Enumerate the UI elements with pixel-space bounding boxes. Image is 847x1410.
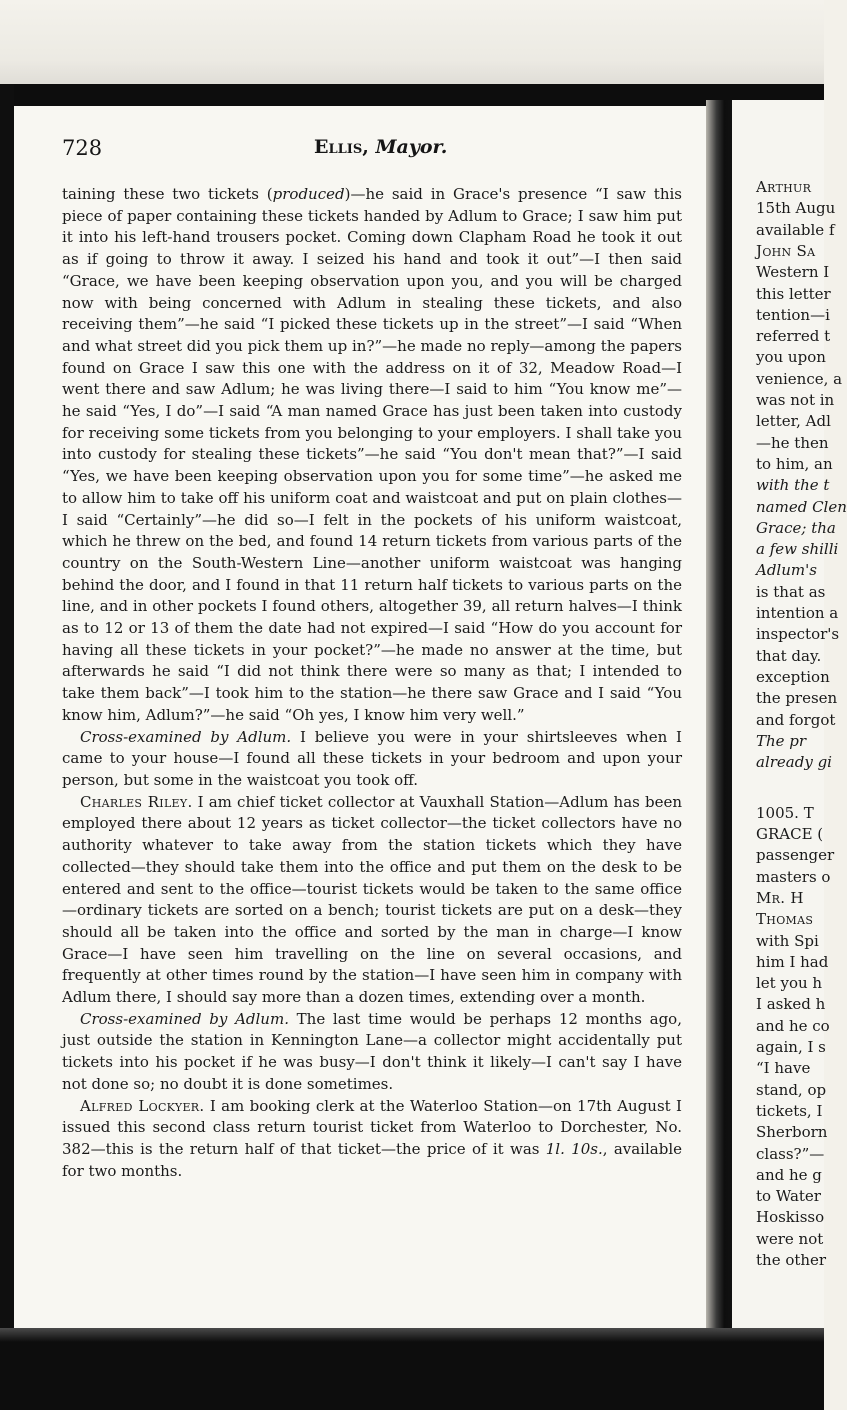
transcript-body: [62, 184, 682, 1182]
right-column-line: named Clen: [756, 497, 847, 516]
scan-dark-border-bottom: [0, 1328, 824, 1410]
right-column-line: intention a: [756, 604, 839, 622]
right-column-line: 1005. T: [756, 803, 814, 822]
right-column-line: —he then: [756, 433, 829, 452]
right-column-line: Arthur: [756, 178, 812, 196]
right-column-line: is that as: [756, 582, 826, 601]
right-column-line: and he co: [756, 1016, 830, 1035]
right-column-line: him I had: [756, 952, 829, 971]
right-column-line: 15th Augu: [756, 199, 836, 218]
page-header: [62, 136, 682, 162]
page-number: 728: [62, 136, 103, 160]
paragraph: [62, 792, 682, 1009]
right-column-line: The pr: [756, 731, 807, 750]
right-column-line: Hoskisso: [756, 1208, 825, 1227]
right-column-line: exception: [756, 667, 830, 686]
right-column-line: Mr. H: [756, 888, 804, 907]
text-run: I believe you were in your shirtsleeves when I came to your house—I found all these tickets in your bedroom and upon your person, but some in the waistcoat you took off.: [62, 727, 682, 789]
right-column-line: letter, Adl: [756, 412, 831, 431]
right-column-line: the other: [756, 1251, 827, 1269]
right-column-line: to him, an: [756, 454, 833, 473]
paragraph: [62, 727, 682, 792]
text-run: , available for two months.: [62, 1139, 682, 1180]
right-column-line: inspector's: [756, 625, 840, 644]
text-run: I am booking clerk at the Waterloo Station—on 17th August I issued this second class return tourist ticket from Waterloo to Dorchester, No. 382—this is the return half of that ticket—the price of it was: [62, 1096, 682, 1158]
italic-text: produced: [272, 185, 345, 203]
right-column-line: you upon: [756, 348, 826, 367]
page-right-fragment: [732, 100, 847, 1330]
speaker-name: Charles Riley.: [80, 792, 193, 811]
right-column-line: let you h: [756, 974, 823, 993]
italic-text: 1l.: [545, 1139, 565, 1158]
right-column-line: a few shilli: [756, 540, 839, 559]
right-column-line: available f: [756, 220, 835, 239]
italic-text: Cross-examined by Adlum.: [80, 1009, 289, 1028]
running-title-role: Mayor.: [375, 136, 448, 158]
right-column-line: I asked h: [756, 995, 826, 1014]
running-title-name: Ellis,: [314, 136, 369, 158]
italic-text: Cross-examined by Adlum.: [80, 727, 292, 746]
right-column-line: and forgot: [756, 710, 836, 729]
right-column-line: Grace; tha: [756, 518, 836, 537]
paragraph: [62, 1096, 682, 1183]
right-column-line: again, I s: [756, 1038, 826, 1056]
text-run: The last time would be perhaps 12 months ago, just outside the station in Kennington Lane—a collector might accidentally put tickets into his pocket if he was busy—I don't think it likely—I can't say I have not done so; no doubt it is done sometimes.: [62, 1009, 682, 1093]
right-column-line: Thomas: [756, 910, 814, 929]
scan-dark-border-left: [0, 84, 14, 1410]
right-column-line: John Sa: [756, 241, 816, 260]
right-column-line: to Water: [756, 1187, 821, 1206]
right-column-line: was not in: [756, 391, 835, 409]
right-column-line: masters o: [756, 867, 831, 886]
running-title: [314, 136, 447, 158]
right-column-line: with the t: [756, 476, 830, 495]
page-left: [14, 106, 706, 1328]
right-column-line: already gi: [756, 753, 832, 772]
right-column-line: with Spi: [756, 931, 819, 950]
right-column-line: that day.: [756, 646, 822, 665]
right-column-line: GRACE (: [756, 825, 824, 843]
right-column-line: “I have: [756, 1059, 811, 1078]
right-column-line: this letter: [756, 284, 831, 303]
speaker-name: Alfred Lockyer.: [80, 1096, 205, 1115]
right-column-line: referred t: [756, 327, 831, 346]
text-run: )—he said in Grace's presence “I saw this piece of paper containing these tickets handed by Adlum to Grace; I saw him put it into his left-hand trousers pocket. Coming down Clapham Road he took it out as if going to throw it away. I seized his hand and took it out”—I then said “Grace, we have been keeping observation upon you, and you will be charged now with being concerned with Adlum in stealing these tickets, and also receiving them”—he said “I picked these tickets up in the street”—I said “When and what street did you pick them up in?”—he made no reply—among the papers found on Grace I saw this one with the address on it of 32, Meadow Road—I went there and saw Adlum; he was living there—I said to him “You know me”—he said “Yes, I do”—I said “A man named Grace has just been taken into custody for receiving some tickets from you belonging to your employers. I shall take you into custody for stealing these tickets”—he said “You don't mean that?”—I said “Yes, we have been keeping observation upon you for some time”—he asked me to allow him to take off his uniform coat and waistcoat and put on plain clothes—I said “Certainly”—he did so—I felt in the pockets of his uniform waistcoat, which he threw on the bed, and found 14 return tickets from various parts of the country on the South-Western Line—another uniform waistcoat was hanging behind the door, and I found in that 11 return half tickets to various parts on the line, and in other pockets I found others, altogether 39, all return halves—I think as to 12 or 13 of them the date had not expired—I said “How do you account for having all these tickets in your pocket?”—he made no answer at the time, but afterwards he said “I did not think there were so many as that; I intended to take them back”—I took him to the station—he there saw Grace and I said “You know him, Adlum?”—he said “Oh yes, I know him very well.”: [62, 185, 682, 724]
right-column-line: tention—i: [756, 305, 830, 324]
right-column-line: passenger: [756, 846, 835, 865]
paragraph: [62, 1009, 682, 1096]
text-run: taining these two tickets (: [62, 185, 273, 203]
right-column-line: the presen: [756, 689, 838, 708]
text-run: I am chief ticket collector at Vauxhall Station—Adlum has been employed there about 12 years as ticket collector—the ticket collectors have no authority whatever to take away from the station tickets which they have collected—they should take them into the office and put them on the desk to be entered and sent to the office—tourist tickets would be taken to the same office—ordinary tickets are sorted on a bench; tourist tickets are put on a desk—they should all be taken into the office and sorted by the man in charge—I know Grace—I have seen him travelling on the line on several occasions, and frequently at other times round by the station—I have seen him in company with Adlum there, I should say more than a dozen times, extending over a month.: [62, 792, 682, 1007]
right-column-line: Sherborn: [756, 1123, 828, 1142]
right-column-line: stand, op: [756, 1080, 827, 1099]
paragraph: [62, 184, 682, 727]
scan-dark-border-top: [0, 84, 824, 106]
book-gutter: [706, 100, 732, 1330]
right-column-line: were not: [756, 1229, 824, 1248]
italic-text: 10s.: [571, 1139, 603, 1158]
right-column-line: venience, a: [756, 369, 843, 388]
right-column-line: class?”—: [756, 1144, 825, 1163]
right-column-line: tickets, I: [756, 1101, 823, 1120]
right-column-line: and he g: [756, 1165, 822, 1184]
right-column-line: Western I: [756, 263, 830, 282]
right-column-line: Adlum's: [756, 561, 817, 580]
